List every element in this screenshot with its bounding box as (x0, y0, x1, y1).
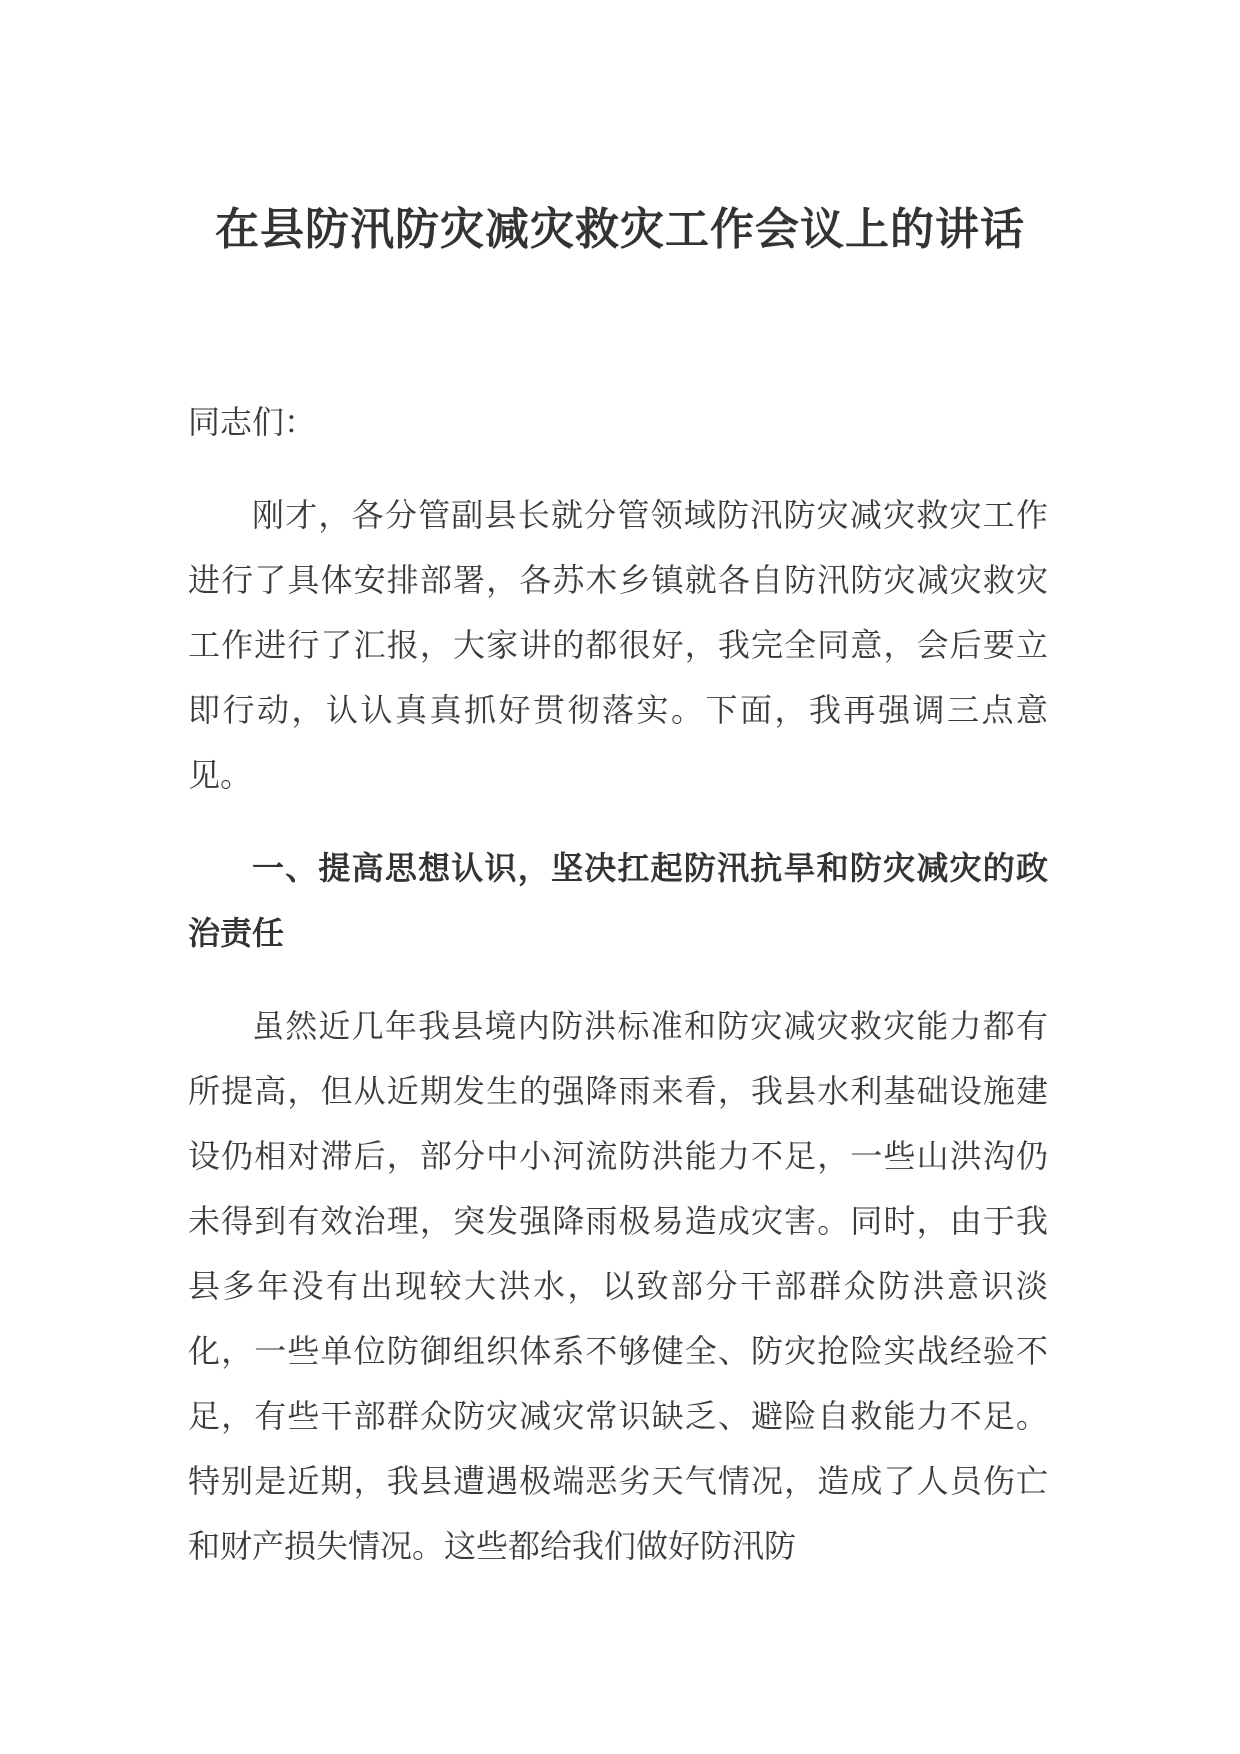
paragraph-opening: 刚才，各分管副县长就分管领域防汛防灾减灾救灾工作进行了具体安排部署，各苏木乡镇就各自防汛防灾减灾救灾工作进行了汇报，大家讲的都很好，我完全同意，会后要立即行动，认认真真抓好贯彻落实。下面，我再强调三点意见。 (188, 496, 1048, 794)
salutation: 同志们： (188, 403, 317, 441)
document-body (188, 390, 1048, 1607)
section-heading-1: 一、提高思想认识，坚决扛起防汛抗旱和防灾减灾的政治责任 (188, 849, 1048, 952)
document-title: 在县防汛防灾减灾救灾工作会议上的讲话 (215, 204, 1025, 255)
paragraph-section-1: 虽然近几年我县境内防洪标准和防灾减灾救灾能力都有所提高，但从近期发生的强降雨来看，我县水利基础设施建设仍相对滞后，部分中小河流防洪能力不足，一些山洪沟仍未得到有效治理，突发强降雨极易造成灾害。同时，由于我县多年没有出现较大洪水，以致部分干部群众防洪意识淡化，一些单位防御组织体系不够健全、防灾抢险实战经验不足，有些干部群众防灾减灾常识缺乏、避险自救能力不足。特别是近期，我县遭遇极端恶劣天气情况，造成了人员伤亡和财产损失情况。这些都给我们做好防汛防 (188, 1007, 1048, 1565)
